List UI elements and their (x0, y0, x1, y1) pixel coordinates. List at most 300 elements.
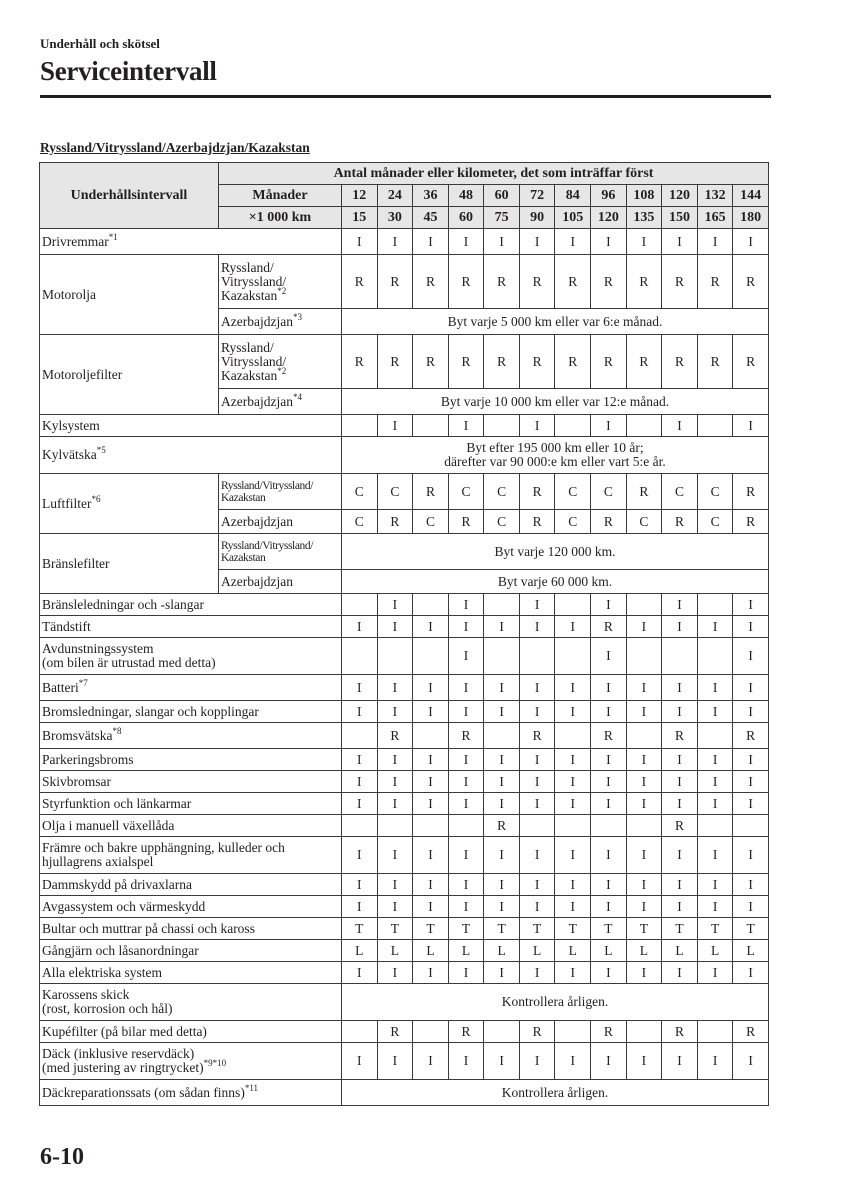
footnote-marker: *3 (292, 311, 302, 322)
interval-cell (519, 815, 555, 837)
row-sublabel (219, 309, 342, 335)
interval-cell (342, 723, 378, 749)
row-label (40, 335, 219, 415)
interval-cell (342, 638, 378, 675)
interval-cell: I (555, 1043, 591, 1080)
month-header: 96 (591, 185, 627, 207)
interval-cell: I (413, 1043, 449, 1080)
interval-cell: I (662, 229, 698, 255)
table-row (40, 1021, 769, 1043)
row-label-line: Främre och bakre upphängning, kulleder och (42, 840, 285, 855)
table-row (40, 1043, 769, 1080)
interval-cell: I (733, 594, 769, 616)
table-row (40, 984, 769, 1021)
interval-cell: R (413, 255, 449, 309)
interval-cell: I (733, 415, 769, 437)
interval-cell (697, 638, 733, 675)
interval-note: Kontrollera årligen. (342, 1080, 769, 1106)
interval-cell: T (662, 918, 698, 940)
interval-cell: I (448, 701, 484, 723)
interval-note: Byt varje 10 000 km eller var 12:e månad. (342, 389, 769, 415)
row-label (40, 749, 342, 771)
interval-cell: I (591, 837, 627, 874)
interval-cell (626, 594, 662, 616)
sublabel-text: Ryssland/Vitryssland/ Kazakstan (221, 479, 314, 504)
interval-cell: R (626, 255, 662, 309)
interval-cell: R (377, 335, 413, 389)
interval-note: Byt varje 60 000 km. (342, 570, 769, 594)
row-label-line: Däck (inklusive reservdäck) (42, 1046, 195, 1061)
interval-cell (626, 1021, 662, 1043)
interval-cell (733, 815, 769, 837)
row-label-text: Kylsystem (42, 417, 100, 433)
interval-cell: C (555, 510, 591, 534)
row-label (40, 255, 219, 335)
interval-cell: I (697, 675, 733, 701)
interval-cell: T (448, 918, 484, 940)
interval-cell (662, 638, 698, 675)
interval-cell: R (733, 1021, 769, 1043)
row-label-line: (rost, korrosion och hål) (42, 1001, 173, 1016)
interval-cell: I (697, 229, 733, 255)
interval-cell: I (448, 616, 484, 638)
interval-cell: L (555, 940, 591, 962)
footnote-marker: *2 (277, 365, 287, 376)
interval-cell: I (342, 837, 378, 874)
interval-cell: I (342, 749, 378, 771)
month-header: 84 (555, 185, 591, 207)
interval-cell: L (626, 940, 662, 962)
interval-cell: I (591, 1043, 627, 1080)
interval-cell: I (519, 771, 555, 793)
interval-cell: I (626, 229, 662, 255)
interval-cell (413, 638, 449, 675)
interval-cell: T (342, 918, 378, 940)
month-header: 60 (484, 185, 520, 207)
interval-cell: I (377, 616, 413, 638)
interval-cell: I (484, 749, 520, 771)
interval-cell: I (484, 701, 520, 723)
interval-cell: T (484, 918, 520, 940)
interval-cell: I (626, 874, 662, 896)
row-label-text: Däckreparationssats (om sådan finns) (42, 1084, 245, 1100)
interval-cell: C (342, 474, 378, 510)
interval-cell (697, 594, 733, 616)
interval-cell: L (448, 940, 484, 962)
interval-cell (697, 723, 733, 749)
interval-cell (413, 1021, 449, 1043)
interval-cell: R (733, 255, 769, 309)
table-row (40, 437, 769, 474)
interval-cell: R (519, 723, 555, 749)
row-label (40, 616, 342, 638)
interval-cell: I (662, 616, 698, 638)
interval-cell: I (413, 896, 449, 918)
interval-cell: I (591, 874, 627, 896)
interval-cell: R (377, 723, 413, 749)
interval-cell: R (591, 510, 627, 534)
table-row (40, 815, 769, 837)
interval-cell: I (591, 896, 627, 918)
interval-cell: R (591, 1021, 627, 1043)
interval-cell: C (448, 474, 484, 510)
interval-cell: I (448, 1043, 484, 1080)
interval-cell: I (484, 962, 520, 984)
row-label-text: Kupéfilter (på bilar med detta) (42, 1023, 207, 1039)
interval-cell: L (484, 940, 520, 962)
interval-cell: I (662, 675, 698, 701)
interval-cell: R (342, 255, 378, 309)
table-row (40, 255, 769, 309)
interval-cell: R (377, 510, 413, 534)
interval-cell: I (519, 594, 555, 616)
interval-cell (591, 815, 627, 837)
interval-cell: I (591, 793, 627, 815)
interval-cell: I (377, 837, 413, 874)
interval-cell: I (697, 1043, 733, 1080)
interval-cell: I (519, 793, 555, 815)
row-label-text: Gångjärn och låsanordningar (42, 942, 199, 958)
interval-cell: I (377, 675, 413, 701)
interval-cell: L (591, 940, 627, 962)
interval-cell: R (697, 335, 733, 389)
row-label-text: Motorolja (42, 286, 96, 302)
interval-cell: I (697, 749, 733, 771)
interval-cell: I (697, 616, 733, 638)
row-label (40, 638, 342, 675)
interval-cell: I (697, 793, 733, 815)
interval-note-line: Byt efter 195 000 km eller 10 år; (466, 440, 644, 455)
interval-cell: L (377, 940, 413, 962)
row-label-text: Kylvätska (42, 447, 97, 462)
table-row (40, 962, 769, 984)
interval-cell: I (555, 701, 591, 723)
interval-cell (342, 594, 378, 616)
interval-cell: I (519, 874, 555, 896)
row-label-text: Bromsvätska (42, 727, 113, 743)
interval-cell (697, 815, 733, 837)
interval-cell: R (413, 474, 449, 510)
row-label (40, 594, 342, 616)
interval-cell: I (484, 771, 520, 793)
interval-cell: R (662, 1021, 698, 1043)
interval-cell (555, 815, 591, 837)
interval-cell: I (626, 771, 662, 793)
interval-cell: I (413, 874, 449, 896)
table-row (40, 335, 769, 389)
table-row (40, 638, 769, 675)
row-sublabel (219, 389, 342, 415)
interval-cell: R (448, 1021, 484, 1043)
row-label (40, 1021, 342, 1043)
row-label (40, 1043, 342, 1080)
interval-cell: R (555, 255, 591, 309)
interval-cell: I (448, 771, 484, 793)
footnote-marker: *1 (108, 231, 118, 242)
row-label (40, 675, 342, 701)
interval-cell (413, 594, 449, 616)
row-label (40, 896, 342, 918)
interval-cell: I (626, 1043, 662, 1080)
month-header: 144 (733, 185, 769, 207)
row-sublabel (219, 255, 342, 309)
sublabel-text: Ryssland/Vitryssland/ Kazakstan (221, 539, 314, 564)
row-label (40, 723, 342, 749)
interval-cell: I (555, 771, 591, 793)
interval-cell (342, 815, 378, 837)
interval-cell (484, 1021, 520, 1043)
row-sublabel (219, 335, 342, 389)
interval-cell: I (519, 701, 555, 723)
interval-cell: I (733, 675, 769, 701)
month-header: 72 (519, 185, 555, 207)
interval-cell: I (697, 962, 733, 984)
row-label (40, 815, 342, 837)
row-label-line: Karossens skick (42, 987, 130, 1002)
interval-cell: R (484, 815, 520, 837)
interval-cell (413, 415, 449, 437)
km-header: 30 (377, 207, 413, 229)
interval-cell: R (733, 335, 769, 389)
interval-cell: R (626, 474, 662, 510)
interval-cell (555, 594, 591, 616)
months-label: Månader (219, 185, 342, 207)
row-sublabel (219, 474, 342, 510)
span-header: Antal månader eller kilometer, det som inträffar först (219, 163, 769, 185)
km-header: 90 (519, 207, 555, 229)
table-row (40, 229, 769, 255)
interval-cell (626, 415, 662, 437)
interval-cell: I (733, 1043, 769, 1080)
row-label-line: (med justering av ringtrycket) (42, 1060, 204, 1075)
km-header: 105 (555, 207, 591, 229)
interval-cell: C (413, 510, 449, 534)
row-sublabel (219, 570, 342, 594)
interval-cell: R (448, 255, 484, 309)
month-header: 132 (697, 185, 733, 207)
table-row (40, 723, 769, 749)
interval-cell: I (733, 771, 769, 793)
row-label-text: Skivbromsar (42, 773, 111, 789)
interval-cell: R (448, 723, 484, 749)
interval-cell: R (519, 335, 555, 389)
interval-cell: T (626, 918, 662, 940)
row-label-line: (om bilen är utrustad med detta) (42, 655, 216, 670)
row-label (40, 534, 219, 594)
interval-cell: C (697, 474, 733, 510)
interval-cell: I (697, 896, 733, 918)
interval-cell: I (448, 837, 484, 874)
interval-cell (697, 1021, 733, 1043)
interval-cell: I (484, 675, 520, 701)
interval-cell: T (591, 918, 627, 940)
interval-cell: C (555, 474, 591, 510)
table-row (40, 415, 769, 437)
km-header: 75 (484, 207, 520, 229)
interval-cell: I (377, 594, 413, 616)
row-label-text: Drivremmar (42, 233, 109, 249)
interval-cell: I (377, 1043, 413, 1080)
interval-cell: C (697, 510, 733, 534)
interval-cell: R (413, 335, 449, 389)
interval-cell: I (413, 229, 449, 255)
interval-cell: I (733, 793, 769, 815)
interval-cell: I (448, 749, 484, 771)
row-label-text: Bränslefilter (42, 555, 110, 571)
interval-cell: C (626, 510, 662, 534)
interval-cell: R (448, 335, 484, 389)
km-header: 135 (626, 207, 662, 229)
interval-cell: I (519, 415, 555, 437)
interval-cell: R (342, 335, 378, 389)
interval-cell: L (519, 940, 555, 962)
interval-cell: I (662, 415, 698, 437)
interval-cell: R (519, 1021, 555, 1043)
interval-cell: I (413, 749, 449, 771)
row-label-text: Alla elektriska system (42, 964, 162, 980)
interval-cell: R (662, 255, 698, 309)
interval-cell: I (377, 962, 413, 984)
interval-cell: R (484, 255, 520, 309)
row-label-text: Bultar och muttrar på chassi och kaross (42, 920, 255, 936)
row-label (40, 474, 219, 534)
interval-cell: I (377, 896, 413, 918)
interval-cell: I (413, 675, 449, 701)
interval-note-line: därefter var 90 000:e km eller vart 5:e år. (444, 454, 666, 469)
interval-cell: I (342, 616, 378, 638)
interval-cell: I (342, 229, 378, 255)
interval-cell: C (662, 474, 698, 510)
interval-cell: I (733, 896, 769, 918)
interval-cell (342, 1021, 378, 1043)
sublabel-text: Ryssland/ Vitryssland/ Kazakstan (221, 339, 287, 383)
interval-cell: R (591, 255, 627, 309)
interval-cell: R (662, 510, 698, 534)
interval-cell (626, 723, 662, 749)
interval-cell: C (591, 474, 627, 510)
title-divider (40, 95, 771, 98)
interval-cell: I (733, 701, 769, 723)
interval-cell: I (377, 415, 413, 437)
interval-cell: I (377, 771, 413, 793)
table-row (40, 940, 769, 962)
interval-cell: I (591, 229, 627, 255)
interval-note: Kontrollera årligen. (342, 984, 769, 1021)
interval-cell: I (519, 896, 555, 918)
interval-cell: I (662, 793, 698, 815)
interval-cell: I (555, 749, 591, 771)
km-header: 45 (413, 207, 449, 229)
sublabel-text: Ryssland/ Vitryssland/ Kazakstan (221, 259, 287, 303)
interval-cell (626, 815, 662, 837)
interval-cell: I (484, 837, 520, 874)
row-label-text: Motoroljefilter (42, 366, 123, 382)
interval-cell: C (342, 510, 378, 534)
table-row (40, 616, 769, 638)
table-row (40, 474, 769, 510)
row-label (40, 874, 342, 896)
interval-cell (555, 1021, 591, 1043)
interval-cell: I (413, 837, 449, 874)
km-header: 15 (342, 207, 378, 229)
row-label-text: Batteri (42, 679, 79, 695)
interval-note (342, 437, 769, 474)
interval-cell: R (519, 255, 555, 309)
interval-cell: I (519, 962, 555, 984)
interval-cell: I (662, 896, 698, 918)
row-sublabel (219, 534, 342, 570)
footnote-marker: *2 (277, 285, 287, 296)
interval-cell: R (662, 815, 698, 837)
interval-cell (484, 594, 520, 616)
table-row (40, 918, 769, 940)
interval-cell: L (697, 940, 733, 962)
row-label-text: Styrfunktion och länkarmar (42, 795, 192, 811)
section-label: Underhåll och skötsel (40, 36, 160, 51)
interval-cell (484, 723, 520, 749)
interval-cell (342, 415, 378, 437)
month-header: 108 (626, 185, 662, 207)
interval-cell: I (555, 962, 591, 984)
interval-cell (519, 638, 555, 675)
interval-cell: I (342, 675, 378, 701)
interval-cell: I (626, 701, 662, 723)
interval-cell: I (484, 616, 520, 638)
row-label-text: Bromsledningar, slangar och kopplingar (42, 703, 259, 719)
interval-cell: I (733, 749, 769, 771)
interval-cell: I (662, 874, 698, 896)
interval-cell: I (342, 874, 378, 896)
interval-cell: R (377, 255, 413, 309)
service-interval-table (39, 162, 769, 1106)
interval-cell: I (591, 675, 627, 701)
interval-cell: R (484, 335, 520, 389)
interval-cell: I (733, 837, 769, 874)
interval-cell: I (662, 771, 698, 793)
interval-cell: I (733, 616, 769, 638)
interval-cell: I (484, 229, 520, 255)
interval-cell: I (448, 638, 484, 675)
interval-cell: I (591, 771, 627, 793)
row-label-line: Avdunstningssystem (42, 641, 154, 656)
km-label: ×1 000 km (219, 207, 342, 229)
interval-cell: I (377, 749, 413, 771)
interval-cell: I (413, 616, 449, 638)
interval-cell: I (555, 874, 591, 896)
month-header: 24 (377, 185, 413, 207)
row-label-text: Olja i manuell växellåda (42, 817, 175, 833)
interval-cell: I (591, 962, 627, 984)
interval-cell: I (484, 793, 520, 815)
row-label (40, 229, 342, 255)
footnote-marker: *8 (112, 725, 122, 736)
page-number: 6-10 (40, 1144, 84, 1170)
interval-cell: R (733, 510, 769, 534)
interval-cell: I (555, 229, 591, 255)
interval-cell: I (626, 837, 662, 874)
km-header: 150 (662, 207, 698, 229)
interval-cell: I (519, 749, 555, 771)
table-row (40, 837, 769, 874)
interval-cell: I (519, 1043, 555, 1080)
interval-cell: I (626, 616, 662, 638)
interval-cell: C (484, 474, 520, 510)
interval-cell: R (519, 474, 555, 510)
interval-cell: R (697, 255, 733, 309)
region-heading: Ryssland/Vitryssland/Azerbajdzjan/Kazakstan (40, 140, 310, 155)
interval-cell: R (448, 510, 484, 534)
row-label (40, 771, 342, 793)
